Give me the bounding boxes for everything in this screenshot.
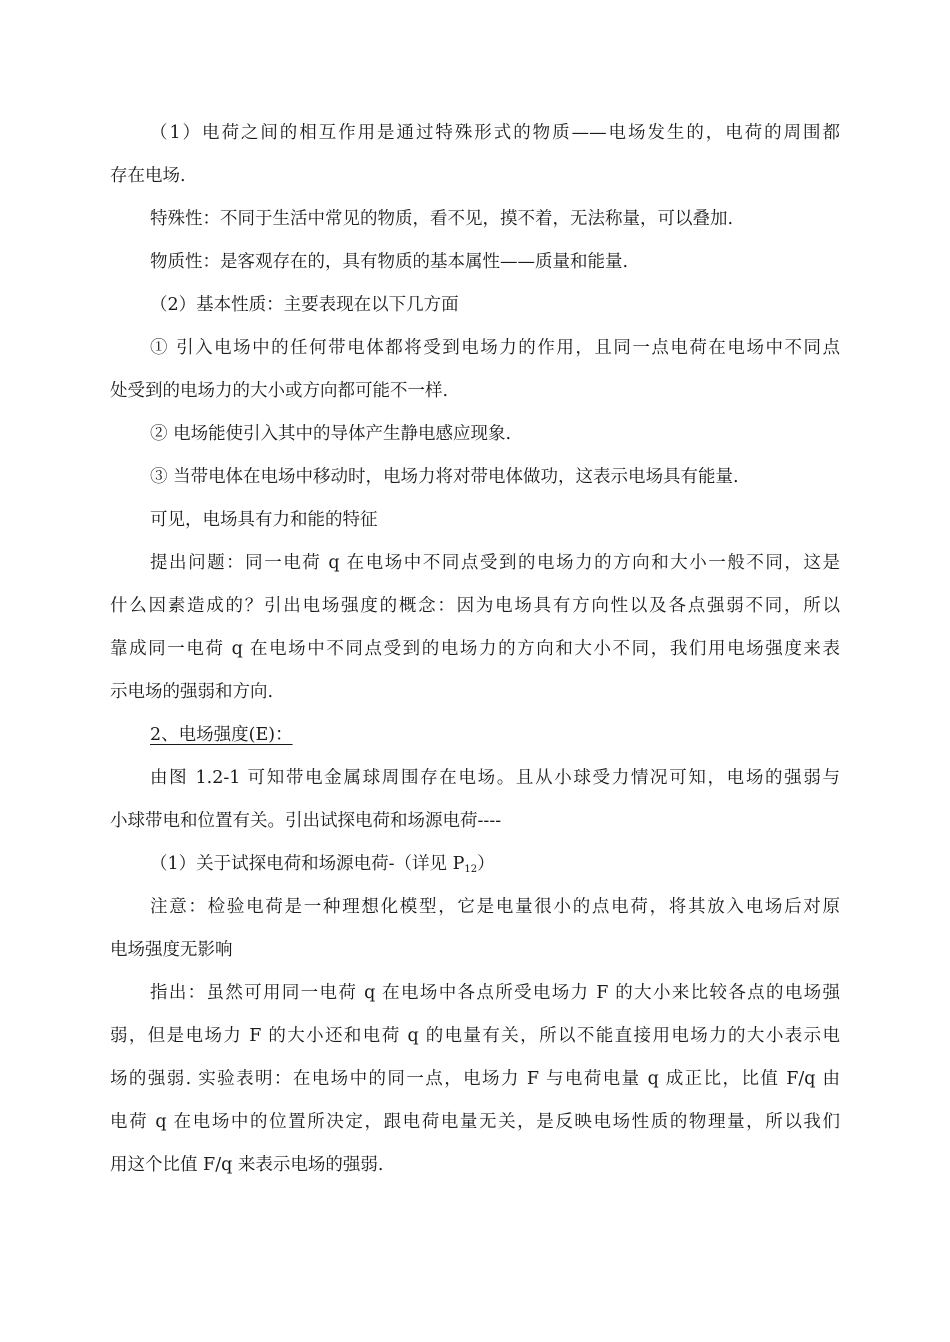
paragraph-line: （2）基本性质：主要表现在以下几方面 — [150, 295, 459, 315]
paragraph-line: 由图 1.2-1 可知带电金属球周围存在电场。且从小球受力情况可知，电场的强弱与 — [150, 768, 840, 788]
paragraph-line: （1）电荷之间的相互作用是通过特殊形式的物质——电场发生的，电荷的周围都 — [150, 123, 840, 143]
paragraph-line: 靠成同一电荷 q 在电场中不同点受到的电场力的方向和大小不同，我们用电场强度来表 — [110, 639, 840, 659]
paragraph-line: 注意：检验电荷是一种理想化模型，它是电量很小的点电荷，将其放入电场后对原 — [150, 897, 840, 917]
paragraph-line: 特殊性：不同于生活中常见的物质，看不见，摸不着，无法称量，可以叠加. — [150, 209, 734, 229]
paragraph-line: 示电场的强弱和方向. — [110, 682, 274, 702]
paragraph-line: ② 电场能使引入其中的导体产生静电感应现象. — [150, 424, 512, 444]
paragraph-line: 物质性：是客观存在的，具有物质的基本属性——质量和能量. — [150, 252, 629, 272]
paragraph-line: 用这个比值 F/q 来表示电场的强弱. — [110, 1155, 384, 1175]
reference-text: （1）关于试探电荷和场源电荷-（详见 P — [150, 854, 465, 874]
paragraph-line: ③ 当带电体在电场中移动时，电场力将对带电体做功，这表示电场具有能量. — [150, 467, 739, 487]
paragraph-line: 弱，但是电场力 F 的大小还和电荷 q 的电量有关，所以不能直接用电场力的大小表示电 — [110, 1026, 840, 1046]
paragraph-line: 电场强度无影响 — [110, 940, 233, 960]
paragraph-line — [150, 852, 840, 876]
paragraph-line: 电荷 q 在电场中的位置所决定，跟电荷电量无关，是反映电场性质的物理量，所以我们 — [110, 1112, 840, 1132]
section-heading: 2、电场强度(E)： — [150, 725, 293, 745]
paragraph-line: 什么因素造成的？引出电场强度的概念：因为电场具有方向性以及各点强弱不同，所以 — [110, 596, 840, 616]
paragraph-line: 指出：虽然可用同一电荷 q 在电场中各点所受电场力 F 的大小来比较各点的电场强 — [150, 983, 840, 1003]
paragraph-line: 处受到的电场力的大小或方向都可能不一样. — [110, 381, 449, 401]
page-subscript: 12 — [464, 864, 478, 875]
paragraph-line: 可见，电场具有力和能的特征 — [150, 510, 378, 530]
paragraph-line: ① 引入电场中的任何带电体都将受到电场力的作用，且同一点电荷在电场中不同点 — [150, 338, 840, 358]
paragraph-line: 场的强弱. 实验表明：在电场中的同一点，电场力 F 与电荷电量 q 成正比，比值 F/q 由 — [110, 1069, 840, 1089]
paragraph-line: 小球带电和位置有关。引出试探电荷和场源电荷---- — [110, 811, 502, 831]
paragraph-line: 存在电场. — [110, 166, 186, 186]
reference-tail: ） — [477, 854, 495, 874]
paragraph-line: 提出问题：同一电荷 q 在电场中不同点受到的电场力的方向和大小一般不同，这是 — [150, 553, 840, 573]
